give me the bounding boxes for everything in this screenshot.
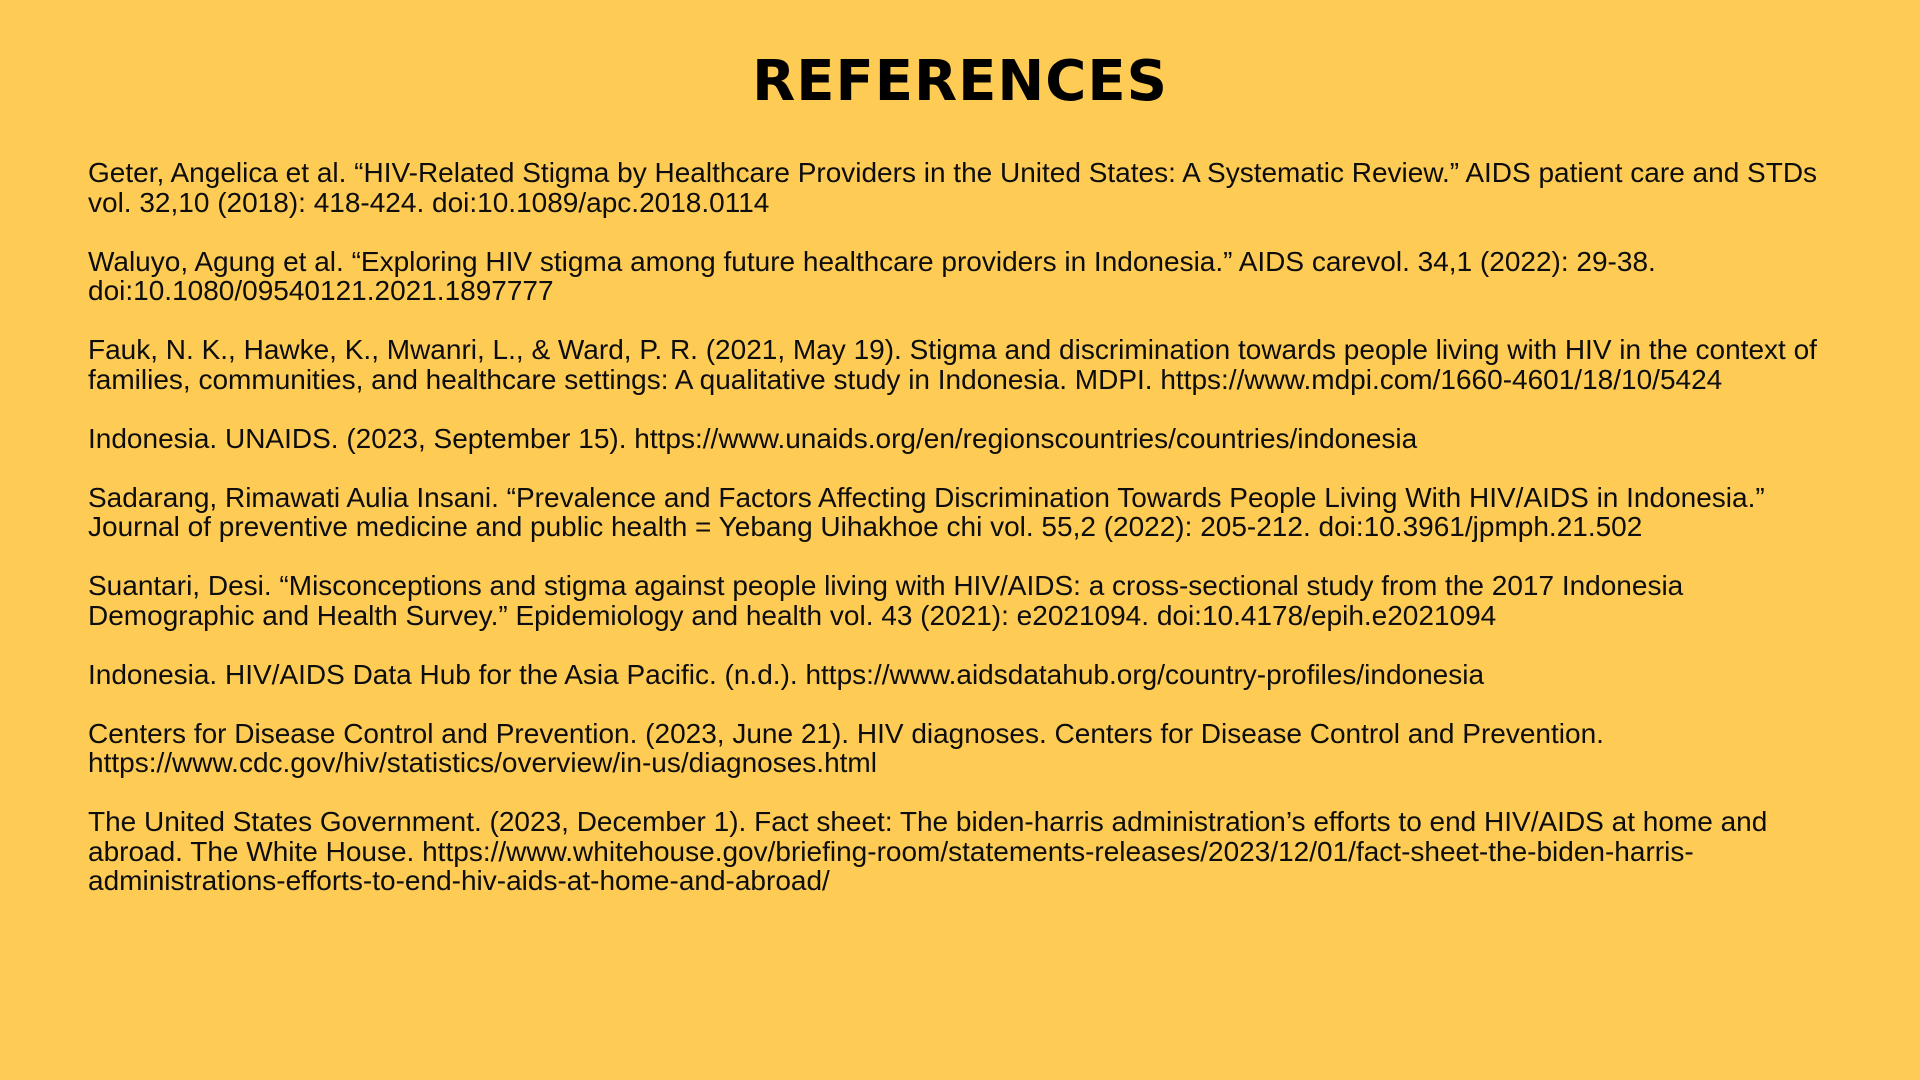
reference-item: Sadarang, Rimawati Aulia Insani. “Prevalence and Factors Affecting Discrimination Towards People Living With HIV/AIDS in Indonesia.” Journal of preventive medicine and public health = Yebang Uihakhoe chi vol. 55,2 (2022): 205-212. doi:10.3961/jpmph.21.502 [88, 481, 1765, 542]
reference-item: Geter, Angelica et al. “HIV-Related Stigma by Healthcare Providers in the United States: A Systematic Review.” AIDS patient care and STDs vol. 32,10 (2018): 418-424. doi:10.1089/apc.2018.0114 [88, 157, 1818, 218]
reference-item: The United States Government. (2023, December 1). Fact sheet: The biden-harris administration’s efforts to end HIV/AIDS at home and abroad. The White House. https://www.whitehouse.gov/briefing-room/statements-releases/2023/12/01/fact-sheet-the-biden-harris-administrations-efforts-to-end-hiv-aids-at-home-and-abroad/ [88, 806, 1768, 896]
reference-item: Suantari, Desi. “Misconceptions and stigma against people living with HIV/AIDS: a cross-sectional study from the 2017 Indonesia Demographic and Health Survey.” Epidemiology and health vol. 43 (2021): e2021094. doi:10.4178/epih.e2021094 [88, 570, 1684, 631]
page-title: REFERENCES [752, 49, 1168, 114]
reference-list [88, 158, 1828, 925]
reference-item: Centers for Disease Control and Prevention. (2023, June 21). HIV diagnoses. Centers for Disease Control and Prevention. https://www.cdc.gov/hiv/statistics/overview/in-us/diagnoses.html [88, 717, 1604, 778]
reference-item: Fauk, N. K., Hawke, K., Mwanri, L., & Ward, P. R. (2021, May 19). Stigma and discrimination towards people living with HIV in the context of families, communities, and healthcare settings: A qualitative study in Indonesia. MDPI. https://www.mdpi.com/1660-4601/18/10/5424 [88, 334, 1817, 395]
reference-item: Indonesia. HIV/AIDS Data Hub for the Asia Pacific. (n.d.). https://www.aidsdatahub.org/country-profiles/indonesia [88, 658, 1485, 690]
reference-item: Indonesia. UNAIDS. (2023, September 15). https://www.unaids.org/en/regionscountries/countries/indonesia [88, 422, 1418, 454]
reference-item: Waluyo, Agung et al. “Exploring HIV stigma among future healthcare providers in Indonesia.” AIDS carevol. 34,1 (2022): 29-38. doi:10.1080/09540121.2021.1897777 [88, 245, 1656, 306]
